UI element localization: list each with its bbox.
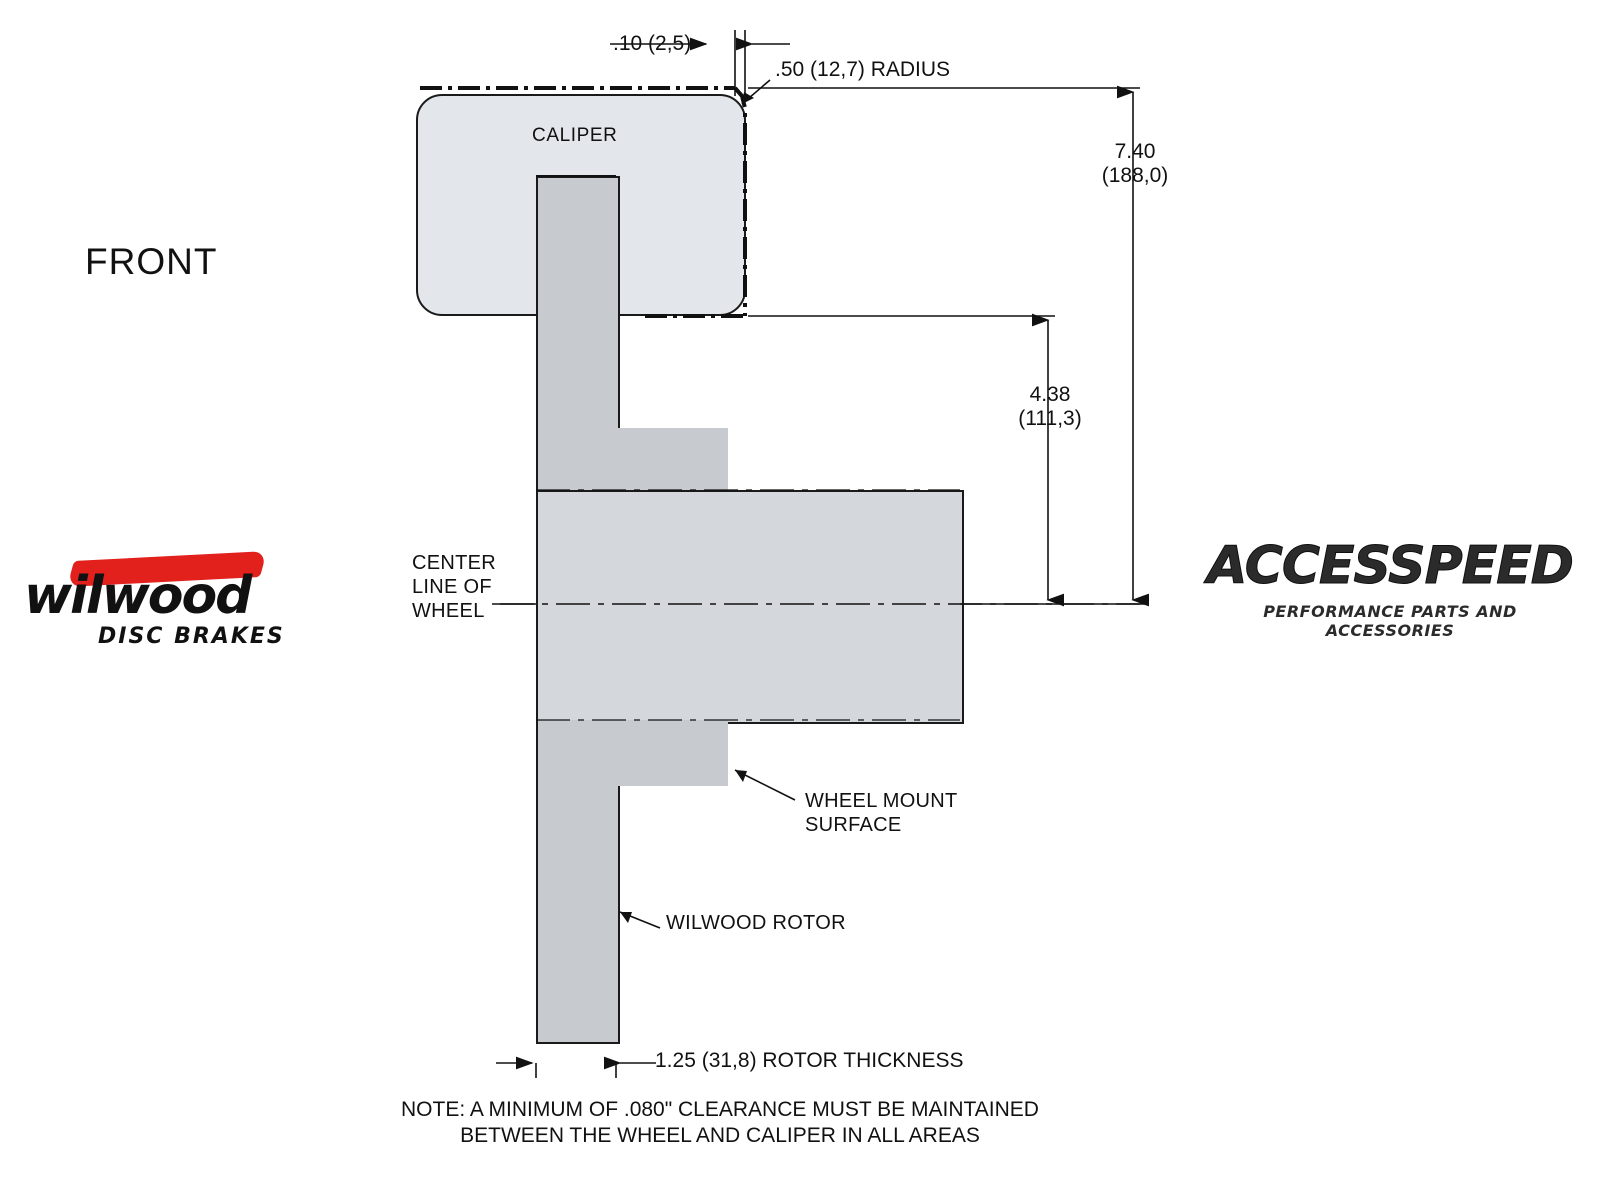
callout-center-line-1: CENTER [412, 552, 497, 574]
wilwood-wordmark: wilwood [24, 566, 251, 626]
dimension-overall-height-inch: 7.40 [1114, 140, 1156, 163]
callout-wheel-mount-2: SURFACE [805, 814, 902, 836]
accesspeed-logo [1200, 528, 1580, 638]
dimension-center-height-mm: (111,3) [1018, 407, 1082, 430]
dimension-radius: .50 (12,7) RADIUS [775, 58, 951, 81]
note-line-1: NOTE: A MINIMUM OF .080" CLEARANCE MUST BE MAINTAINED [401, 1098, 1039, 1121]
dimension-rotor-thickness: 1.25 (31,8) ROTOR THICKNESS [655, 1049, 964, 1072]
view-label-front: FRONT [85, 241, 218, 282]
accesspeed-wordmark: ACCESSPEED [1207, 536, 1573, 596]
rotor-upper-shape [536, 176, 620, 430]
hub-band-shape [536, 490, 964, 724]
hat-step-upper-shape [536, 428, 728, 490]
callout-center-line-2: LINE OF [412, 576, 492, 598]
callout-center-line-3: WHEEL [412, 600, 485, 622]
dimension-overall-height-mm: (188,0) [1101, 164, 1169, 187]
callout-wheel-mount-1: WHEEL MOUNT [805, 790, 958, 812]
caliper-label: CALIPER [532, 125, 618, 146]
dimension-gap: .10 (2,5) [613, 32, 692, 55]
note-line-2: BETWEEN THE WHEEL AND CALIPER IN ALL AREAS [460, 1124, 980, 1147]
hat-step-lower-shape [536, 720, 728, 786]
wilwood-logo [20, 540, 320, 650]
wilwood-tagline: DISC BRAKES [98, 624, 285, 649]
callout-wilwood-rotor: WILWOOD ROTOR [666, 912, 846, 934]
dimension-center-height-inch: 4.38 [1029, 383, 1071, 406]
rotor-lower-shape [536, 786, 620, 1044]
accesspeed-tagline: PERFORMANCE PARTS AND ACCESSORIES [1263, 602, 1517, 640]
